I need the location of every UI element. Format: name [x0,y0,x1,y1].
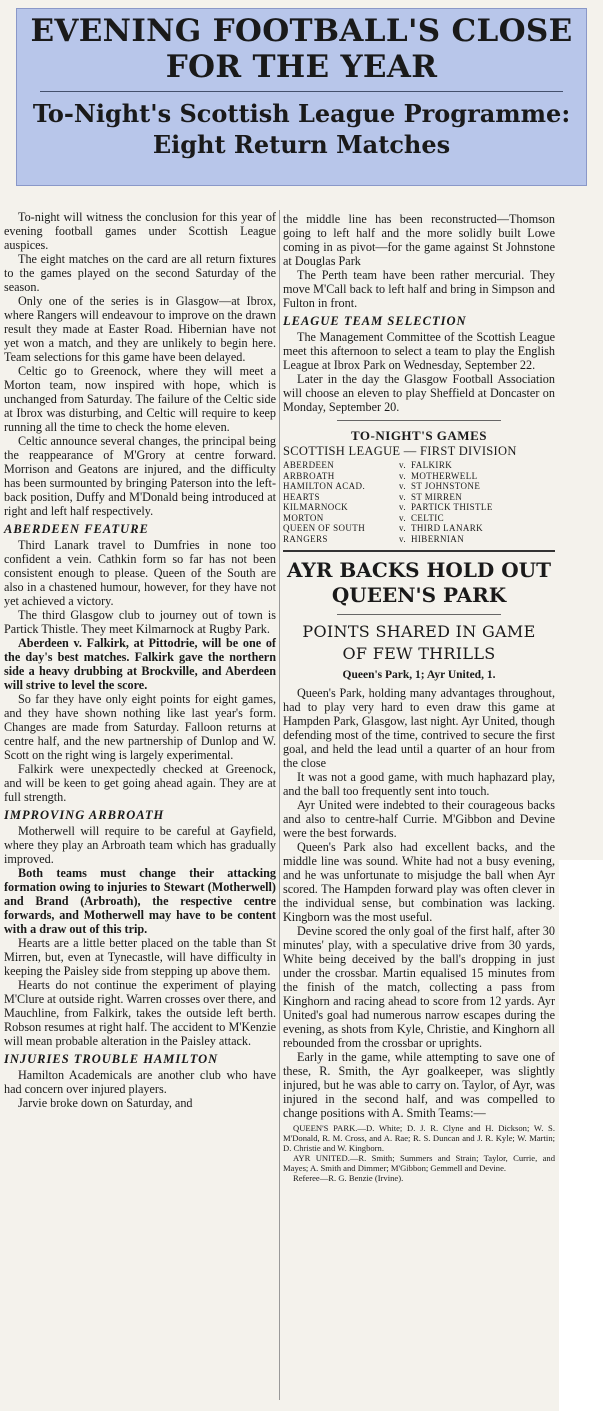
ayr-rule [337,614,500,615]
ayr-subheadline [283,621,555,665]
ayr-headline-line-1: AYR BACKS HOLD OUT [287,558,551,582]
fixture-home: QUEEN OF SOUTH [283,523,366,533]
games-subtitle: SCOTTISH LEAGUE — FIRST DIVISION [283,444,517,458]
right-column [283,212,555,1183]
paragraph: Celtic go to Greenock, where they will meet a Morton team, now inspired with hope, which is unchanged from Saturday. The failure of the Celtic side at Ibrox was disturbing, and Celtic will require to keep running all the time to check the home eleven. [4,364,276,434]
sub-headline [17,92,586,160]
paragraph: Queen's Park also had excellent backs, and the middle line was sound. White had not a busy evening, and he was unfortunate to misjudge the ball when Ayr scored. The Hampden forward play was often clever in the individual sense, but combination was lacking. Kingborn was the most useful. [283,840,555,924]
fixture-row [283,481,493,492]
paragraph: the middle line has been reconstructed—Thomson going to left half and the more solidly built Lowe coming in as pivot—for the game against St Johnstone at Douglas Park [283,212,555,268]
fixture-vs: v. [399,512,406,523]
fixture-vs: v. [399,491,406,502]
ayr-headline-line-2: QUEEN'S PARK [331,583,507,607]
paragraph: Falkirk were unexpectedly checked at Greenock, and will be keen to get going ahead again. They are at full strength. [4,762,276,804]
paragraph: Jarvie broke down on Saturday, and [18,1096,193,1110]
fixture-vs: v. [399,523,406,533]
fixture-home: HAMILTON ACAD. [283,481,366,491]
fixture-row [283,460,493,471]
main-headline-line-2: FOR THE YEAR [165,49,438,85]
fixture-vs: v. [399,533,406,544]
fixture-home: RANGERS [283,533,328,544]
fixture-row [283,534,493,545]
fixture-vs: v. [399,470,406,481]
bold-paragraph: Aberdeen v. Falkirk, at Pittodrie, will be one of the day's best matches. Falkirk gave the northern side a heavy drubbing at Brockville, and Aberdeen will strive to level the score. [4,636,276,692]
fixture-away: HIBERNIAN [411,533,465,544]
paragraph: Third Lanark travel to Dumfries in none too confident a vein. Cathkin form so far has not been consistent enough to please. Queen of the South are also in a chastened humour, however, for they have not yet achieved a victory. [4,538,276,608]
ayr-score: Queen's Park, 1; Ayr United, 1. [342,669,496,681]
left-column [4,210,276,1110]
fixture-row [283,513,493,524]
sub-headline-line-2: Eight Return Matches [152,130,451,159]
fixture-home: HEARTS [283,491,320,502]
games-rule [337,420,500,421]
ayr-teams [283,1123,555,1183]
fixture-away: ST MIRREN [411,491,463,502]
ayr-story-body [283,686,555,1120]
paragraph: The third Glasgow club to journey out of town is Partick Thistle. They meet Kilmarnock at Rugby Park. [4,608,276,636]
fixture-home: MORTON [283,512,324,523]
ayr-subheadline-line-2: OF FEW THRILLS [342,644,496,663]
games-title: TO-NIGHT'S GAMES [351,428,487,443]
right-column-top-text [283,212,555,414]
section-subhead: LEAGUE TEAM SELECTION [283,314,467,328]
team-lineup: Referee—R. G. Benzie (Irvine). [293,1173,404,1183]
section-subhead: IMPROVING ARBROATH [4,808,165,822]
bold-paragraph: Both teams must change their attacking formation owing to injuries to Stewart (Motherwell) and Brand (Arbroath), the respective centre forwards, and Motherwell may have to be content with a draw out of this trip. [4,866,276,936]
paragraph: Hamilton Academicals are another club who have had concern over injured players. [4,1068,276,1096]
fixture-away: THIRD LANARK [411,523,484,533]
ayr-headline [283,558,555,608]
paragraph: Only one of the series is in Glasgow—at Ibrox, where Rangers will endeavour to improve on the drawn result they made at Easter Road. Hibernian have not yet won a match, and they are unlikely to begin here. Team selections for this game have been delayed. [4,294,276,364]
paragraph: Early in the game, while attempting to save one of these, R. Smith, the Ayr goalkeeper, was slightly injured, but he was able to carry on. Taylor, of Ayr, was injured in the second half, and was compelled to change positions with A. Smith Teams:— [283,1050,555,1120]
fixture-row [283,492,493,503]
paragraph: The eight matches on the card are all return fixtures to the games played on the second Saturday of the season. [4,252,276,294]
fixture-away: FALKIRK [411,460,453,470]
paragraph: It was not a good game, with much haphazard play, and the ball too frequently sent into touch. [283,770,555,798]
fixture-row [283,502,493,513]
main-headline [17,9,586,85]
paragraph: Motherwell will require to be careful at Gayfield, where they play an Arbroath team which has gradually improved. [4,824,276,866]
section-subhead: ABERDEEN FEATURE [4,522,149,536]
paragraph: Devine scored the only goal of the first half, after 30 minutes' play, with a speculative drive from 30 yards, White being deceived by the ball's dropping in just under the crossbar. Martin equalised 15 minutes from the finish of the match, collecting a pass from Kinghorn and racing ahead to score from 12 yards. Ayr United's goal had numerous narrow escapes during the evening, as shots from Kyle, Christie, and Kinghorn all rebounded from the crossbar or uprights. [283,924,555,1050]
fixture-row [283,471,493,482]
column-divider [279,210,280,1400]
fixture-home: ABERDEEN [283,460,335,470]
paragraph: The Management Committee of the Scottish League meet this afternoon to select a team to play the English League at Ibrox Park on Wednesday, September 22. [283,330,555,372]
fixture-row [283,523,493,534]
ayr-subheadline-line-1: POINTS SHARED IN GAME [302,622,536,641]
fixture-away: MOTHERWELL [411,470,478,481]
paragraph: Ayr United were indebted to their courageous backs and also to centre-half Currie. M'Gibbon and Devine were the best forwards. [283,798,555,840]
fixture-home: KILMARNOCK [283,502,349,512]
main-headline-line-1: EVENING FOOTBALL'S CLOSE [30,13,573,49]
fixture-home: ARBROATH [283,470,335,481]
story-separator [283,550,555,552]
paper-edge [559,860,603,1411]
fixture-vs: v. [399,481,406,491]
fixture-away: CELTIC [411,512,445,523]
team-lineup: QUEEN'S PARK.—D. White; D. J. R. Clyne and H. Dickson; W. S. M'Donald, R. M. Cross, and A. Rae; R. S. Duncan and J. R. Kyle; W. Martin; D. Christie and W. Kingborn. [283,1123,555,1153]
paragraph: Hearts are a little better placed on the table than St Mirren, but, even at Tynecastle, will have difficulty in keeping the Paisley side from stepping up above them. [4,936,276,978]
paragraph: Queen's Park, holding many advantages throughout, had to play very hard to even draw this game at Hampden Park, Glasgow, last night. Ayr United, though defending most of the time, contrived to secure the first goal, and held the lead until a quarter of an hour from the close [283,686,555,770]
paragraph: Celtic announce several changes, the principal being the reappearance of M'Grory at centre forward. Morrison and Geatons are injured, and the difficulty has been surmounted by bringing Paterson into the left-back position, Duffy and M'Donald being introduced at right and left half respectively. [4,434,276,518]
headline-box [16,8,587,186]
fixture-away: PARTICK THISTLE [411,502,493,512]
paragraph: So far they have only eight points for eight games, and they have shown nothing like last year's form. Changes are made from Saturday. Falloon returns at centre half, and the new partnership of Dunlop and W. Scott on the right wing is largely experimental. [4,692,276,762]
sub-headline-line-1: To-Night's Scottish League Programme: [32,99,571,128]
fixture-vs: v. [399,460,406,470]
paragraph: To-night will witness the conclusion for this year of evening football games under Scottish League auspices. [4,210,276,252]
fixture-away: ST JOHNSTONE [411,481,481,491]
paragraph: Later in the day the Glasgow Football Association will choose an eleven to play Sheffield at Doncaster on Monday, September 20. [283,372,555,414]
section-subhead: INJURIES TROUBLE HAMILTON [4,1052,219,1066]
paragraph: Hearts do not continue the experiment of playing M'Clure at outside right. Warren crosses over there, and Mauchline, from Falkirk, takes the outside left berth. Robson resumes at right half. The accident to M'Kenzie will mean probable alteration in the Paisley attack. [4,978,276,1048]
paragraph: The Perth team have been rather mercurial. They move M'Call back to left half and bring in Simpson and Fulton in front. [283,268,555,310]
fixtures-table [283,460,493,544]
team-lineup: AYR UNITED.—R. Smith; Summers and Strain; Taylor, Currie, and Mayes; A. Smith and Dimmer; M'Gibbon; Gemmell and Devine. [283,1153,555,1173]
fixture-vs: v. [399,502,406,512]
